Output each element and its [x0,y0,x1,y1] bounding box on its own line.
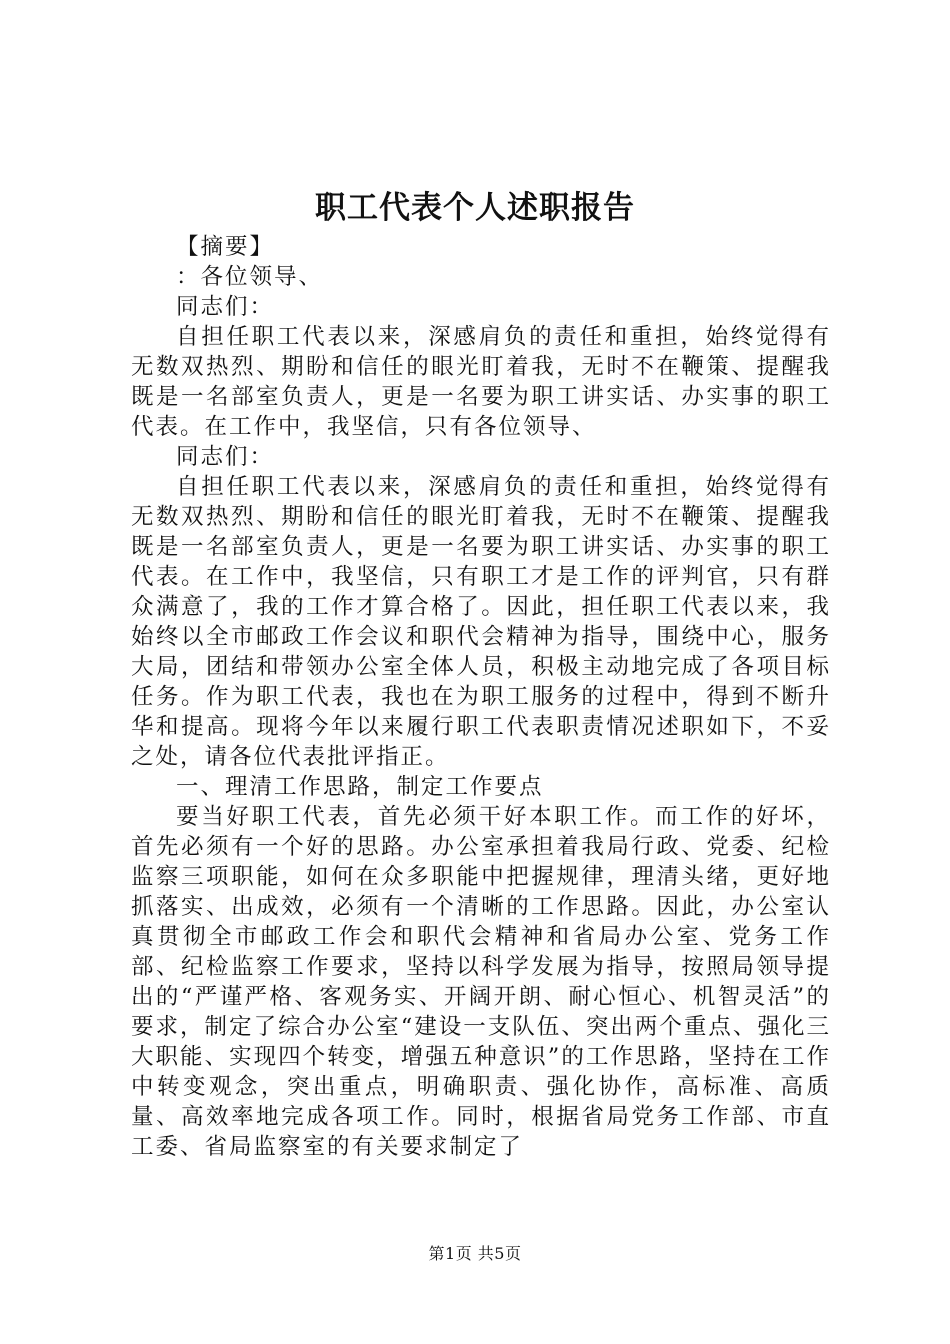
body-paragraph: 自担任职工代表以来，深感肩负的责任和重担，始终觉得有无数双热烈、期盼和信任的眼光盯着我，无时不在鞭策、提醒我既是一名部室负责人，更是一名要为职工讲实话、办实事的职工代表。在工作中，我坚信，只有职工才是工作的评判官，只有群众满意了，我的工作才算合格了。因此，担任职工代表以来，我始终以全市邮政工作会议和职代会精神为指导，围绕中心，服务大局，团结和带领办公室全体人员，积极主动地完成了各项目标任务。作为职工代表，我也在为职工服务的过程中，得到不断升华和提高。现将今年以来履行职工代表职责情况述职如下，不妥之处，请各位代表批评指正。 [131,474,831,770]
abstract-heading: 【摘要】 [176,234,275,260]
salutation-comrades: 同志们： [176,294,275,320]
body-paragraph: 要当好职工代表，首先必须干好本职工作。而工作的好坏，首先必须有一个好的思路。办公室承担着我局行政、党委、纪检监察三项职能，如何在众多职能中把握规律，理清头绪，更好地抓落实、出成效，必须有一个清晰的工作思路。因此，办公室认真贯彻全市邮政工作会和职代会精神和省局办公室、党务工作部、纪检监察工作要求，坚持以科学发展为指导，按照局领导提出的“严谨严格、客观务实、开阔开朗、耐心恒心、机智灵活”的要求，制定了综合办公室“建设一支队伍、突出两个重点、强化三大职能、实现四个转变，增强五种意识”的工作思路，坚持在工作中转变观念，突出重点，明确职责、强化协作，高标准、高质量、高效率地完成各项工作。同时，根据省局党务工作部、市直工委、省局监察室的有关要求制定了 [131,804,831,1160]
page-footer: 第1页 共5页 [428,1244,522,1263]
document-body [131,232,831,1162]
body-paragraph: 自担任职工代表以来，深感肩负的责任和重担，始终觉得有无数双热烈、期盼和信任的眼光盯着我，无时不在鞭策、提醒我既是一名部室负责人，更是一名要为职工讲实话、办实事的职工代表。在工作中，我坚信，只有各位领导、 [131,324,831,440]
salutation-comrades: 同志们： [176,444,275,470]
section-heading: 一、理清工作思路，制定工作要点 [176,774,544,800]
document-title: 职工代表个人述职报告 [315,190,635,226]
salutation-leaders: ：各位领导、 [176,264,324,290]
